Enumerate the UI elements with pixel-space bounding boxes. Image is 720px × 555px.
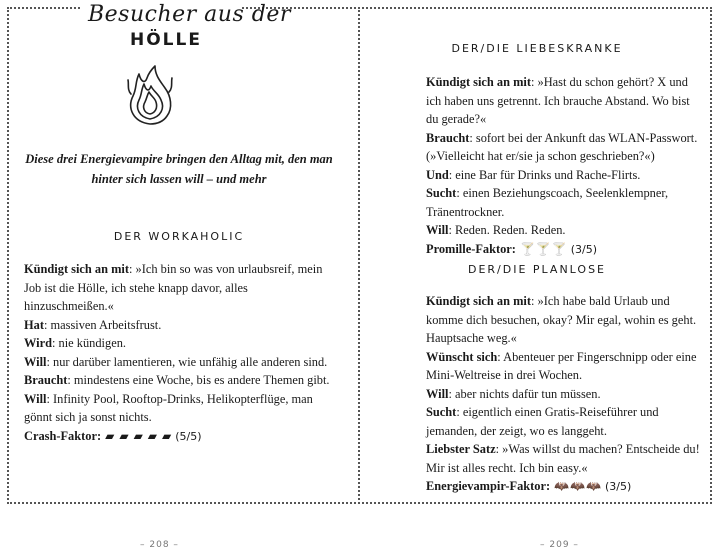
list-item [426,440,702,477]
section-heading-planlose: DER/DIE PLANLOSE [467,263,607,276]
page-number-left: – 208 – [140,540,179,550]
list-item [24,353,336,372]
list-item [426,73,702,129]
entry-label: Will [24,354,47,369]
entry-text: : Reden. Reden. Reden. [448,223,566,237]
entry-text: : massiven Arbeitsfrust. [43,317,162,332]
list-item [426,348,702,385]
entry-label: Will [426,223,449,237]
list-item [426,403,702,440]
entry-label: Kündigt sich an mit [24,262,129,276]
entry-text: : »Ich habe bald Urlaub und komme dich besuchen, okay? Mir egal, wohin es geht. Hauptsache weg.« [426,294,697,345]
rating-label: Promille-Faktor [426,241,512,256]
energievampir-factor-rating: Energievampir-Faktor: 🦇🦇🦇 (3/5) [426,479,632,493]
rating-label: Energievampir-Faktor [426,479,546,493]
list-item [24,316,336,335]
list-item [426,166,702,185]
entry-text: : sofort bei der Ankunft das WLAN-Passwort. (»Vielleicht hat er/sie ja schon geschrieben?«) [426,130,698,163]
list-item [24,260,336,316]
list-item [426,184,702,221]
list-item [426,385,702,404]
crash-factor-rating: Crash-Faktor: ▰ ▰ ▰ ▰ ▰ (5/5) [24,428,202,443]
chapter-title-script: Besucher aus der [88,2,291,27]
entry-text: : eigentlich einen Gratis-Reiseführer und jemanden, der zeigt, wo es langgeht. [426,405,659,438]
entry-label: Und [426,167,449,182]
entry-label: Braucht [24,373,68,387]
entry-text: : nie kündigen. [52,336,126,350]
flame-icon [125,64,175,126]
section-heading-liebeskranke: DER/DIE LIEBESKRANKE [451,42,623,55]
chapter-title [80,0,291,56]
entry-text: : »Ich bin so was von urlaubsreif, mein Job ist die Hölle, ich stehe knapp davor, alles hinzuschmeißen.« [24,262,323,313]
list-item [426,221,702,240]
rating-score: (3/5) [604,480,632,493]
cocktail-glass-icon: 🍸🍸🍸 [519,241,568,256]
entry-text: : aber nichts dafür tun müssen. [448,386,601,401]
promille-factor-rating: Promille-Faktor: 🍸🍸🍸 (3/5) [426,241,598,256]
entry-label: Kündigt sich an mit [426,294,531,308]
chapter-title-caps: HÖLLE [130,30,202,50]
entry-text: : nur darüber lamentieren, wie unfähig alle anderen sind. [46,354,328,369]
workaholic-entries [24,260,336,446]
page-number-right: – 209 – [540,540,579,550]
page-gutter [358,7,360,504]
planlose-entries [426,292,702,497]
crash-icon: ▰ ▰ ▰ ▰ ▰ [105,428,173,443]
entry-label: Sucht [426,186,457,200]
entry-label: Liebster Satz [426,442,496,456]
entry-label: Braucht [426,130,470,145]
entry-label: Hat [24,317,44,332]
list-item [24,390,336,427]
entry-label: Wird [24,336,52,350]
entry-text: : »Hast du schon gehört? X und ich haben uns getrennt. Ich brauche Abstand. Wo bist du gerade?« [426,75,690,126]
rating-label: Crash-Faktor [24,428,97,443]
rating-score: (3/5) [570,242,598,256]
list-item [426,129,702,166]
entry-label: Kündigt sich an mit [426,75,531,89]
entry-text: : Infinity Pool, Rooftop-Drinks, Helikopterflüge, man gönnt sich ja sonst nichts. [24,391,313,424]
entry-text: : Abenteuer per Fingerschnipp oder eine Mini-Weltreise in drei Wochen. [426,349,697,382]
section-heading-workaholic: DER WORKAHOLIC [113,230,245,243]
intro-text: Diese drei Energievampire bringen den Alltag mit, den man hinter sich lassen will – und mehr [25,152,333,186]
liebeskranke-entries [426,73,702,259]
entry-text: : mindestens eine Woche, bis es andere Themen gibt. [67,373,330,387]
list-item [426,292,702,348]
rating-score: (5/5) [175,429,202,443]
list-item [24,334,336,353]
entry-label: Sucht [426,405,457,419]
bat-icon: 🦇🦇🦇 [554,479,602,493]
entry-label: Will [24,391,47,406]
entry-label: Wünscht sich [426,349,498,364]
entry-text: : einen Beziehungscoach, Seelenklempner, Tränentrockner. [426,186,669,219]
entry-label: Will [426,386,449,401]
entry-text: : eine Bar für Drinks und Rache-Flirts. [448,167,641,182]
list-item [24,371,336,390]
entry-text: : »Was willst du machen? Entscheide du! Mir ist alles recht. Ich bin easy.« [426,442,700,475]
